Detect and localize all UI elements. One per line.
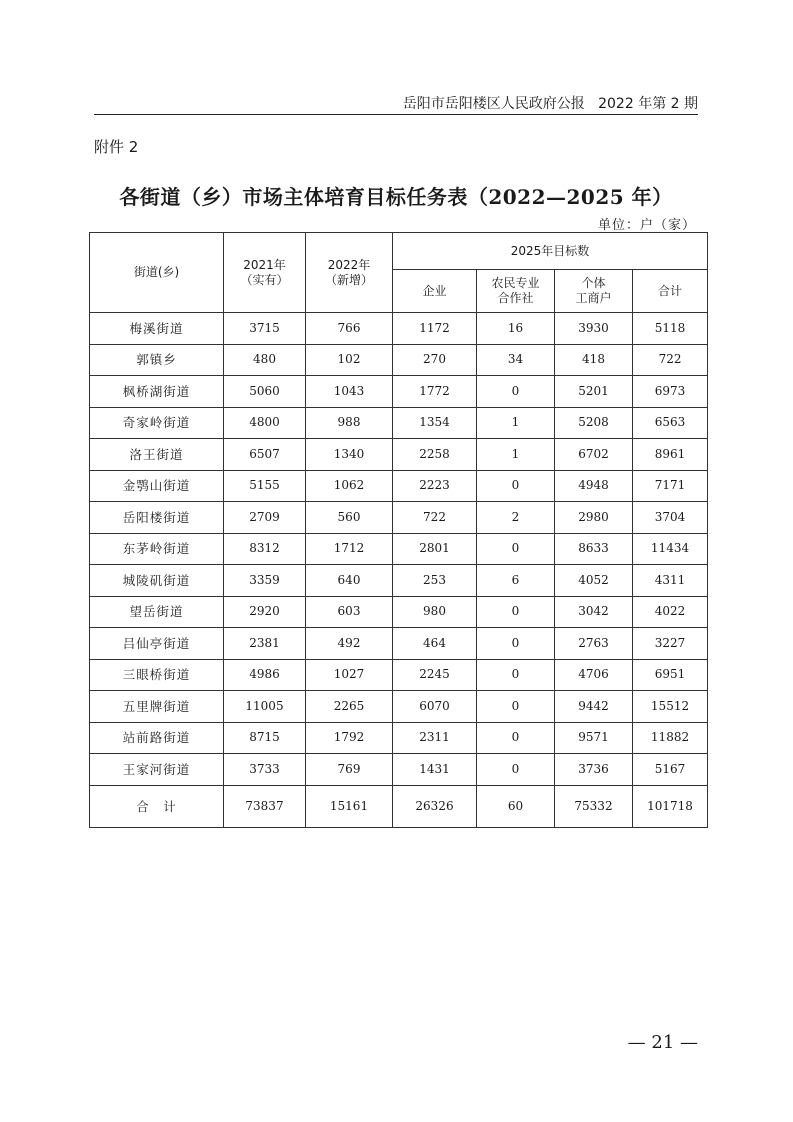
cell-2022: 492 [306,628,393,660]
cell-sum: 15512 [633,691,708,723]
cell-sum: 6973 [633,376,708,408]
cell-enterprise: 464 [393,628,477,660]
col-header-enterprise: 企业 [393,270,477,313]
cell-coop: 0 [477,659,555,691]
target-table [89,232,708,828]
cell-2021: 2920 [224,596,306,628]
cell-2022: 640 [306,565,393,597]
cell-sum: 4311 [633,565,708,597]
cell-sum: 5167 [633,754,708,786]
cell-individual: 2980 [555,502,633,534]
street-cell: 吕仙亭街道 [90,628,224,660]
cell-enterprise: 253 [393,565,477,597]
street-cell: 金鹗山街道 [90,470,224,502]
cell-2022: 1712 [306,533,393,565]
cell-2021: 8715 [224,722,306,754]
cell-individual: 5208 [555,407,633,439]
cell-2022: 2265 [306,691,393,723]
cell-2021: 5060 [224,376,306,408]
publication-name: 岳阳市岳阳楼区人民政府公报 [402,96,585,112]
cell-enterprise: 2311 [393,722,477,754]
cell-2022: 1027 [306,659,393,691]
col-header-2025-target: 2025年目标数 [393,233,708,270]
cell-individual: 6702 [555,439,633,471]
cell-coop: 0 [477,470,555,502]
cell-2022: 102 [306,344,393,376]
cell-enterprise: 1354 [393,407,477,439]
cell-2022: 1792 [306,722,393,754]
cell-coop: 0 [477,722,555,754]
table-row [90,313,708,345]
col-header-sum: 合计 [633,270,708,313]
table-row [90,470,708,502]
cell-2022: 1340 [306,439,393,471]
table-row [90,596,708,628]
cell-sum: 3704 [633,502,708,534]
cell-coop: 0 [477,376,555,408]
street-cell: 五里牌街道 [90,691,224,723]
cell-sum: 4022 [633,596,708,628]
cell-2021: 3359 [224,565,306,597]
table-row [90,565,708,597]
cell-individual: 2763 [555,628,633,660]
street-cell: 梅溪街道 [90,313,224,345]
cell-coop: 0 [477,628,555,660]
cell-coop: 1 [477,439,555,471]
table-row [90,659,708,691]
cell-sum: 11434 [633,533,708,565]
street-cell: 洛王街道 [90,439,224,471]
cell-enterprise: 270 [393,344,477,376]
cell-enterprise: 2223 [393,470,477,502]
cell-enterprise: 980 [393,596,477,628]
total-row [90,785,708,827]
cell-2021: 5155 [224,470,306,502]
cell-2022: 1043 [306,376,393,408]
table-row [90,722,708,754]
cell-2021: 2709 [224,502,306,534]
cell-2021: 4986 [224,659,306,691]
cell-coop: 2 [477,502,555,534]
total-individual: 75332 [555,785,633,827]
cell-2022: 1062 [306,470,393,502]
cell-coop: 16 [477,313,555,345]
total-sum: 101718 [633,785,708,827]
street-cell: 枫桥湖街道 [90,376,224,408]
cell-enterprise: 2258 [393,439,477,471]
page-number: — 21 — [627,1032,698,1053]
cell-2022: 560 [306,502,393,534]
cell-individual: 3042 [555,596,633,628]
cell-individual: 9571 [555,722,633,754]
cell-coop: 1 [477,407,555,439]
cell-coop: 0 [477,533,555,565]
cell-sum: 8961 [633,439,708,471]
street-cell: 城陵矶街道 [90,565,224,597]
attachment-label: 附件 2 [94,138,139,156]
table-row [90,502,708,534]
cell-enterprise: 6070 [393,691,477,723]
cell-2022: 766 [306,313,393,345]
cell-2022: 769 [306,754,393,786]
cell-coop: 0 [477,754,555,786]
street-cell: 郭镇乡 [90,344,224,376]
running-header [94,93,698,113]
cell-2021: 4800 [224,407,306,439]
cell-enterprise: 722 [393,502,477,534]
cell-sum: 7171 [633,470,708,502]
cell-individual: 4948 [555,470,633,502]
cell-enterprise: 1431 [393,754,477,786]
total-coop: 60 [477,785,555,827]
street-cell: 东茅岭街道 [90,533,224,565]
issue-number: 2022 年第 2 期 [598,96,698,112]
table-row [90,754,708,786]
cell-individual: 418 [555,344,633,376]
total-label: 合 计 [90,785,224,827]
col-header-individual: 个体 工商户 [555,270,633,313]
street-cell: 望岳街道 [90,596,224,628]
cell-2021: 3733 [224,754,306,786]
col-header-street: 街道(乡) [90,233,224,313]
unit-label: 单位：户（家） [597,218,696,233]
cell-sum: 6951 [633,659,708,691]
cell-coop: 0 [477,691,555,723]
document-title: 各街道（乡）市场主体培育目标任务表（2022—2025 年） [119,185,673,209]
street-cell: 奇家岭街道 [90,407,224,439]
total-enterprise: 26326 [393,785,477,827]
table-row [90,376,708,408]
cell-coop: 6 [477,565,555,597]
cell-sum: 5118 [633,313,708,345]
table-row [90,628,708,660]
cell-individual: 3930 [555,313,633,345]
cell-individual: 3736 [555,754,633,786]
table-row [90,691,708,723]
table-row [90,344,708,376]
cell-individual: 8633 [555,533,633,565]
street-cell: 岳阳楼街道 [90,502,224,534]
table-row [90,439,708,471]
street-cell: 站前路街道 [90,722,224,754]
col-header-coop: 农民专业 合作社 [477,270,555,313]
cell-enterprise: 1172 [393,313,477,345]
cell-2021: 2381 [224,628,306,660]
cell-enterprise: 1772 [393,376,477,408]
total-2021: 73837 [224,785,306,827]
cell-individual: 9442 [555,691,633,723]
cell-individual: 5201 [555,376,633,408]
cell-2021: 480 [224,344,306,376]
total-2022: 15161 [306,785,393,827]
cell-enterprise: 2801 [393,533,477,565]
cell-2021: 11005 [224,691,306,723]
cell-enterprise: 2245 [393,659,477,691]
cell-individual: 4706 [555,659,633,691]
street-cell: 王家河街道 [90,754,224,786]
cell-2021: 8312 [224,533,306,565]
cell-individual: 4052 [555,565,633,597]
table-row [90,533,708,565]
cell-sum: 11882 [633,722,708,754]
cell-coop: 0 [477,596,555,628]
col-header-2022: 2022年 （新增） [306,233,393,313]
col-header-2021: 2021年 （实有） [224,233,306,313]
cell-sum: 6563 [633,407,708,439]
cell-2022: 988 [306,407,393,439]
cell-2021: 6507 [224,439,306,471]
header-divider [94,114,698,115]
street-cell: 三眼桥街道 [90,659,224,691]
cell-coop: 34 [477,344,555,376]
cell-2022: 603 [306,596,393,628]
table-row [90,407,708,439]
cell-sum: 3227 [633,628,708,660]
cell-sum: 722 [633,344,708,376]
cell-2021: 3715 [224,313,306,345]
